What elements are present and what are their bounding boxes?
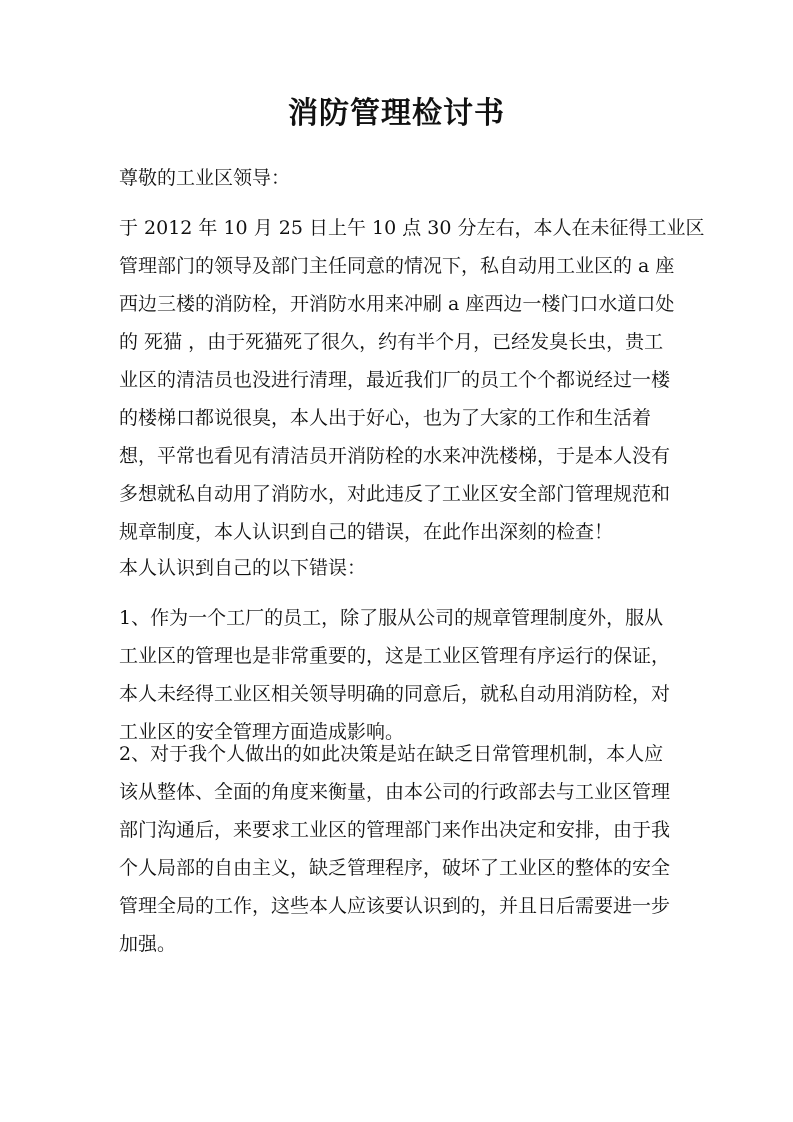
incident-line: 多想就私自动用了消防水，对此违反了工业区安全部门管理规范和 — [119, 483, 671, 505]
error-item-1-line: 1、作为一个工厂的员工，除了服从公司的规章管理制度外，服从 — [119, 607, 664, 629]
error-item-1 — [119, 599, 679, 751]
error-item-2-line: 该从整体、全面的角度来衡量，由本公司的行政部去与工业区管理 — [119, 781, 671, 803]
errors-intro-paragraph — [119, 549, 679, 587]
incident-line: 管理部门的领导及部门主任同意的情况下，私自动用工业区的 a 座 — [119, 255, 675, 277]
incident-line: 业区的清洁员也没进行清理，最近我们厂的员工个个都说经过一楼 — [119, 369, 671, 391]
error-item-2-line: 2、对于我个人做出的如此决策是站在缺乏日常管理机制，本人应 — [119, 743, 664, 765]
error-item-2-line: 个人局部的自由主义，缺乏管理程序，破坏了工业区的整体的安全 — [119, 857, 671, 879]
error-item-2-line: 加强。 — [119, 933, 177, 955]
error-item-2-line: 部门沟通后，来要求工业区的管理部门来作出决定和安排，由于我 — [119, 819, 671, 841]
error-item-1-line: 工业区的安全管理方面造成影响。 — [119, 721, 405, 743]
errors-intro-text: 本人认识到自己的以下错误： — [119, 557, 367, 579]
incident-line: 想，平常也看见有清洁员开消防栓的水来冲洗楼梯，于是本人没有 — [119, 445, 671, 467]
incident-line: 的楼梯口都说很臭，本人出于好心，也为了大家的工作和生活着 — [119, 407, 652, 429]
incident-line: 规章制度，本人认识到自己的错误，在此作出深刻的检查！ — [119, 521, 614, 543]
error-item-1-line: 本人未经得工业区相关领导明确的同意后，就私自动用消防栓，对 — [119, 683, 671, 705]
incident-line: 于 2012 年 10 月 25 日上午 10 点 30 分左右，本人在未征得工业区 — [119, 217, 705, 239]
error-item-2-line: 管理全局的工作，这些本人应该要认识到的，并且日后需要进一步 — [119, 895, 671, 917]
incident-line: 的 死猫 ，由于死猫死了很久，约有半个月，已经发臭长虫，贵工 — [119, 331, 664, 353]
incident-line: 西边三楼的消防栓，开消防水用来冲刷 a 座西边一楼门口水道口处 — [119, 293, 675, 315]
greeting-text: 尊敬的工业区领导： — [119, 167, 291, 189]
document-title: 消防管理检讨书 — [288, 96, 505, 131]
incident-paragraph — [119, 209, 705, 551]
error-item-1-line: 工业区的管理也是非常重要的，这是工业区管理有序运行的保证， — [119, 645, 671, 667]
error-item-2 — [119, 735, 679, 963]
greeting-paragraph — [119, 159, 679, 197]
